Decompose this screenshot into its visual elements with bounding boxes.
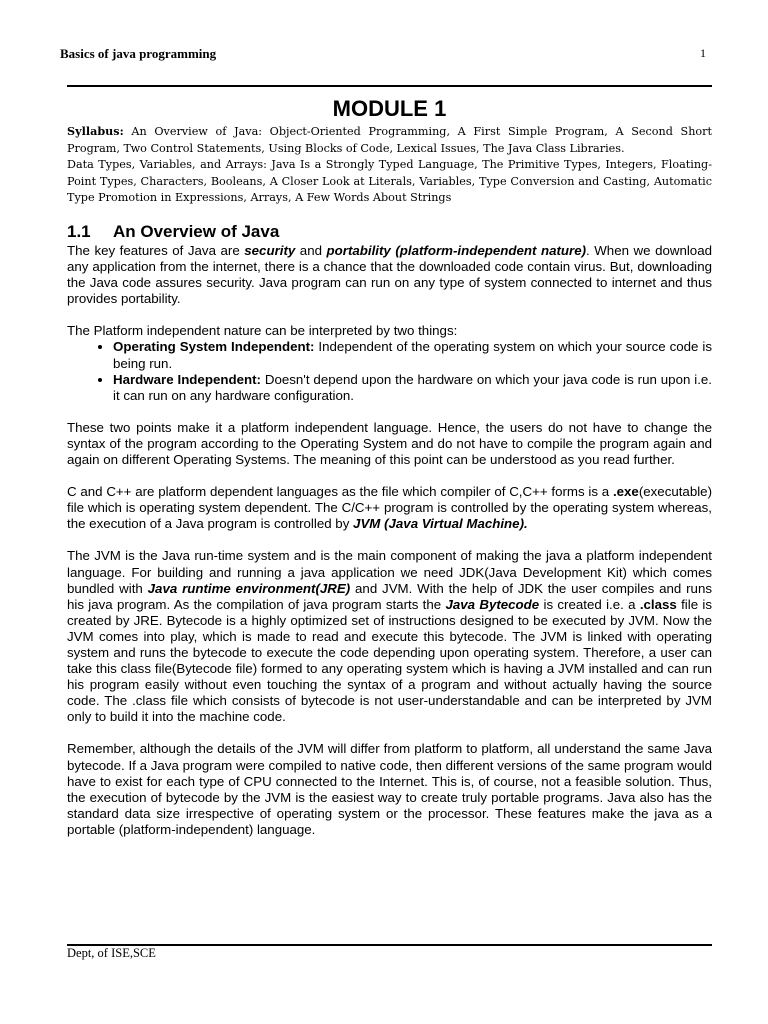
page-number: 1 [700,46,706,60]
text-run: The JVM is the Java run-time system and is the main component of making the java a platform independent language. For building and running a java application we need JDK(Java Development Kit) which comes bundled with [67,548,712,596]
syllabus-block [67,123,712,207]
emphasis-bytecode: Java Bytecode [445,596,540,612]
paragraph-2: The Platform independent nature can be interpreted by two things: [67,323,458,339]
module-title: MODULE 1 [332,96,447,121]
list-item [113,339,712,371]
syllabus-line-1 [67,123,712,157]
syllabus-line-2: Data Types, Variables, and Arrays: Java Is a Strongly Typed Language, The Primitive Types, Integers, Floating-Point Types, Characters, Booleans, A Closer Look at Literals, Variables, Type Conversion and Casting, Automatic Type Promotion in Expressions, Arrays, A Few Words About Strings [67,158,712,205]
section-title: An Overview of Java [113,222,280,241]
text-run: (executable) file which is operating system dependent. The C/C++ program is controlled by the operating system whereas, the execution of a Java program is controlled by [67,484,712,532]
text-run: . When we download any application from the internet, there is a chance that the downloaded code contain virus. But, downloading the Java code assures security. Java program can run on any type of system connected to internet and thus provides portability. [67,243,712,307]
text-run: is created i.e. a [539,596,640,612]
bullet-list [67,339,712,403]
paragraph-3: These two points make it a platform independent language. Hence, the users do not have to change the syntax of the program according to the Operating System and do not have to compile the program again and again on different Operating Systems. The meaning of this point can be understood as you read further. [67,419,712,468]
bullet-label: Hardware Independent: [113,371,261,387]
footer-text: Dept, of ISE,SCE [67,946,156,960]
syllabus-text-1: An Overview of Java: Object-Oriented Programming, A First Simple Program, A Second Short Program, Two Control Statements, Using Blocks of Code, Lexical Issues, The Java Class Libraries. [67,125,712,155]
bullet-text: Independent of the operating system on which your source code is being run. [113,339,712,371]
emphasis-portability: portability (platform-independent nature) [326,243,587,258]
paragraph-6: Remember, although the details of the JVM will differ from platform to platform, all understand the same Java bytecode. If a Java program were compiled to native code, then different versions of the same program would have to exist for each type of CPU connected to the Internet. This is, of course, not a feasible solution. Thus, the execution of bytecode by the JVM is the easiest way to create truly portable programs. Java also has the standard data size irrespective of operating system or the processor. These features make the java as a portable (platform-independent) language. [67,741,712,837]
syllabus-label: Syllabus: [67,124,124,138]
text-run: The key features of Java are [67,243,245,258]
header-rule [67,85,712,87]
paragraph-4 [67,484,712,532]
text-run: and JVM. With the help of JDK the user compiles and runs his java program. As the compilation of java program starts the [67,580,712,612]
body-text [67,243,712,854]
bullet-label: Operating System Independent: [113,339,315,355]
section-heading [67,221,712,243]
running-header-title: Basics of java programming [60,46,217,61]
emphasis-exe: .exe [612,484,639,500]
text-run: file is created by JRE. Bytecode is a highly optimized set of instructions designed to be executed by JVM. Now the JVM comes into play, which is made to read and execute this bytecode. The JVM is linked with operating system and runs the bytecode to execute the code depending upon operating system. Therefore, a user can take this class file(Bytecode file) formed to any operating system which is having a JVM installed and can run his program easily without even touching the syntax of a program and without actually having the source code. The .class file which consists of bytecode is not user-understandable and can be interpreted by JVM only to build it into the machine code. [67,596,713,725]
paragraph-1 [67,243,712,307]
emphasis-class: .class [639,596,677,612]
list-item [113,372,712,404]
text-run: and [295,243,327,258]
text-run: C and C++ are platform dependent languages as the file which compiler of C,C++ forms is a [67,484,613,500]
section-number: 1.1 [67,222,91,241]
paragraph-5 [67,548,712,725]
footer-rule [67,944,712,946]
bullet-text: Doesn't depend upon the hardware on which your java code is run upon i.e. it can run on any hardware configuration. [113,371,713,403]
emphasis-jvm: JVM (Java Virtual Machine). [353,516,528,532]
emphasis-jre: Java runtime environment(JRE) [147,580,351,596]
emphasis-security: security [244,243,296,258]
